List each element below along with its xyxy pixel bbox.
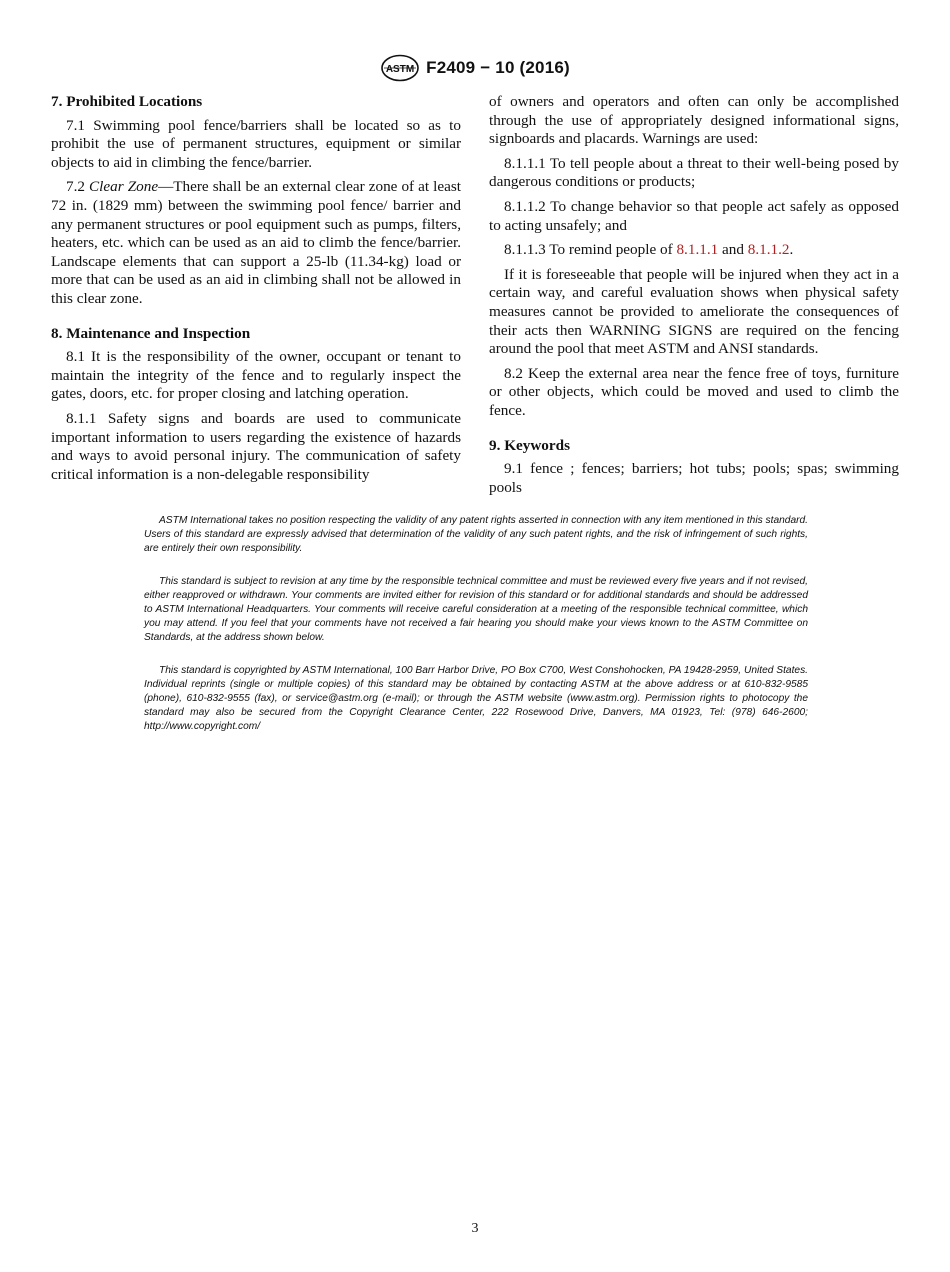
paragraph-8-1-1-3-and: and [718,241,748,259]
section-8-heading: 8. Maintenance and Inspection [51,324,251,342]
paragraph-7-1: 7.1 Swimming pool fence/barriers shall be located so as to prohibit the use of permanent structures, equipment or similar objects to aid in climbing the fence/barrier. [51,116,461,171]
logo-text: ASTM [385,64,415,75]
paragraph-7-2-text: —There shall be an external clear zone of at least 72 in. (1829 mm) between the swimming pool fence/ barrier and any permanent structures or pool equipment such as pumps, filters, heaters, etc. which can be used as an aid to climb the fence/barrier. Landscape elements that can support a 25-lb (11.34-kg) load or more that can be used as an aid in climbing shall not be allowed in this clear zone. [51,178,461,307]
page-number: 3 [471,1221,479,1236]
paragraph-8-1-1-continued: of owners and operators and often can only be accomplished through the use of appropriately designed informational signs, signboards and placards. Warnings are used: [489,93,899,148]
page-header [0,54,950,87]
revision-notice: This standard is subject to revision at any time by the responsible technical committee and must be reviewed every five years and if not revised, either reapproved or withdrawn. Your comments are invited either for revision of this standard or for additional standards and should be addressed to ASTM International Headquarters. Your comments will receive careful consideration at a meeting of the responsible technical committee, which you may attend. If you feel that your comments have not received a fair hearing you should make your views known to the ASTM Committee on Standards, at the address shown below. [144,576,808,643]
astm-logo-icon [380,54,420,82]
paragraph-8-1-1-3-text: 8.1.1.3 To remind people of [504,241,677,259]
legal-notices [144,514,808,753]
paragraph-8-1-1-2: 8.1.1.2 To change behavior so that people act safely as opposed to acting unsafely; and [489,197,899,234]
section-9-heading: 9. Keywords [489,436,570,454]
paragraph-7-2 [51,178,461,308]
paragraph-8-1-1-1: 8.1.1.1 To tell people about a threat to their well-being posed by dangerous conditions or products; [489,154,899,191]
document-id: F2409 − 10 (2016) [426,58,570,77]
paragraph-7-2-number: 7.2 [66,178,90,196]
link-8-1-1-2[interactable]: 8.1.1.2 [747,241,790,259]
clear-zone-term: Clear Zone [89,178,159,196]
copyright-notice: This standard is copyrighted by ASTM International, 100 Barr Harbor Drive, PO Box C700, West Conshohocken, PA 19428-2959, United States. Individual reprints (single or multiple copies) of this standard may be obtained by contacting ASTM at the above address or at 610-832-9585 (phone), 610-832-9555 (fax), or service@astm.org (e-mail); or through the ASTM website (www.astm.org). Permission rights to photocopy the standard may also be secured from the Copyright Clearance Center, 222 Rosewood Drive, Danvers, MA 01923, Tel: (978) 646-2600; http://www.copyright.com/ [144,665,808,732]
paragraph-8-1-1-3-end: . [789,241,794,259]
paragraph-9-1: 9.1 fence ; fences; barriers; hot tubs; pools; spas; swimming pools [489,460,899,496]
paragraph-8-1: 8.1 It is the responsibility of the owner, occupant or tenant to maintain the integrity of the fence and to regularly inspect the gates, doors, etc. for proper closing and latching operation. [51,348,461,403]
section-7-heading: 7. Prohibited Locations [51,93,203,110]
patent-notice: ASTM International takes no position respecting the validity of any patent rights asserted in connection with any item mentioned in this standard. Users of this standard are expressly advised that determination of the validity of any such patent rights, and the risk of infringement of such rights, are entirely their own responsibility. [144,515,808,554]
paragraph-8-1-1-3 [489,241,899,260]
paragraph-warning-signs: If it is foreseeable that people will be injured when they act in a certain way, and careful evaluation shows when physical safety measures cannot be provided to ameliorate the consequences of their acts then WARNING SIGNS are required on the fencing around the pool that meet ASTM and ANSI standards. [489,265,899,358]
paragraph-8-1-1: 8.1.1 Safety signs and boards are used to communicate important information to users regarding the existence of hazards and ways to avoid personal injury. The communication of safety critical information is a non-delegable responsibility [51,409,461,483]
left-column [51,93,461,490]
right-column [489,93,899,503]
link-8-1-1-1[interactable]: 8.1.1.1 [676,241,719,259]
paragraph-8-2: 8.2 Keep the external area near the fence free of toys, furniture or other objects, which could be moved and used to climb the fence. [489,364,899,419]
